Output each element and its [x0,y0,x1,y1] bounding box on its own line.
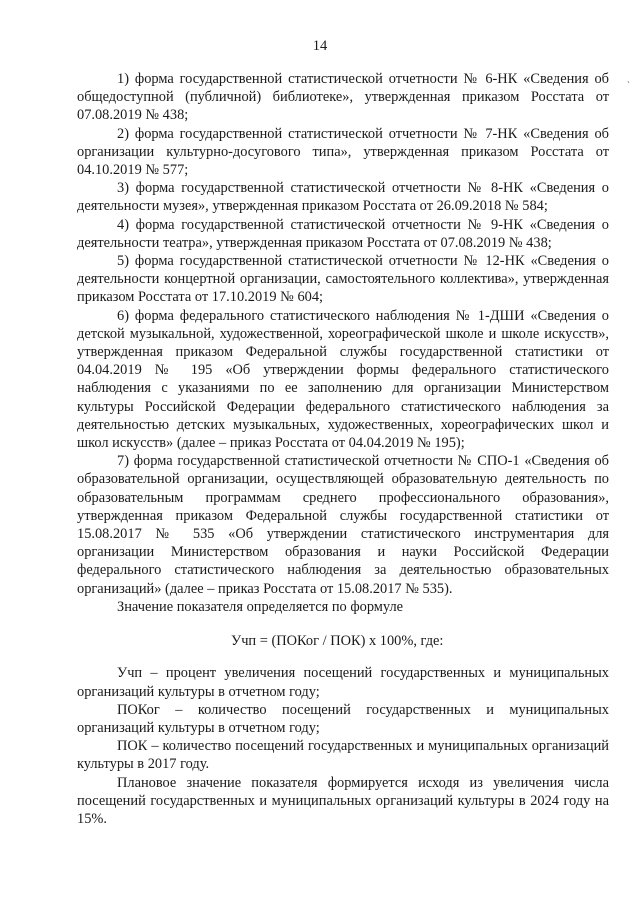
conclusion: Плановое значение показателя формируется исходя из увеличения числа посещений государственных и муниципальных организаций культуры в 2024 году на 15%. [77,774,609,827]
definition-item: ПОК – количество посещений государственных и муниципальных организаций культуры в 2017 году. [77,738,609,773]
definition-item: ПОКог – количество посещений государственных и муниципальных организаций культуры в отчетном году; [77,701,609,736]
list-item: 5) форма государственной статистической отчетности № 12-НК «Сведения о деятельности концертной организации, самостоятельного коллектива», утвержденная приказом Росстата от 17.10.2019 № 604; [77,253,609,306]
document-body [77,70,609,828]
definition-item: Учп – процент увеличения посещений государственных и муниципальных организаций культуры в отчетном году; [77,665,609,700]
scan-mark: ` [627,80,630,90]
list-item: 4) форма государственной статистической отчетности № 9-НК «Сведения о деятельности театра», утвержденная приказом Росстата от 07.08.2019 № 438; [77,216,609,251]
list-item: 1) форма государственной статистической отчетности № 6-НК «Сведения об общедоступной (публичной) библиотеке», утвержденная приказом Росстата от 07.08.2019 № 438; [77,71,609,124]
page-number: 14 [312,38,328,54]
list-item: 6) форма федерального статистического наблюдения № 1-ДШИ «Сведения о детской музыкальной, художественной, хореографической школе и школе искусств», утвержденная приказом Федеральной службы государственной статистики от 04.04.2019 № 195 «Об утверждении формы федерального статистического наблюдения с указаниями по ее заполнению для организации Министерством культуры Российской Федерации федерального статистического наблюдения за деятельностью детских музыкальных, художественных, хореографических школ и школ искусств» (далее – приказ Росстата от 04.04.2019 № 195); [77,307,609,452]
formula-intro: Значение показателя определяется по формуле [117,598,404,615]
formula: Учп = (ПОКог / ПОК) х 100%, где: [231,633,444,650]
list-item: 7) форма государственной статистической отчетности № СПО-1 «Сведения об образовательной организации, осуществляющей образовательную деятельность по образовательным программам среднего профессионального образования», утвержденная приказом Федеральной службы государственной статистики от 15.08.2017 № 535 «Об утверждении статистического инструментария для организации Министерством образования и науки Российской Федерации федерального статистического наблюдения за деятельностью образовательных организаций» (далее – приказ Росстата от 15.08.2017 № 535). [77,453,609,597]
list-item: 2) форма государственной статистической отчетности № 7-НК «Сведения об организации культурно-досугового типа», утвержденная приказом Росстата от 04.10.2019 № 577; [77,125,609,179]
list-item: 3) форма государственной статистической отчетности № 8-НК «Сведения о деятельности музея», утвержденная приказом Росстата от 26.09.2018 № 584; [77,180,609,215]
